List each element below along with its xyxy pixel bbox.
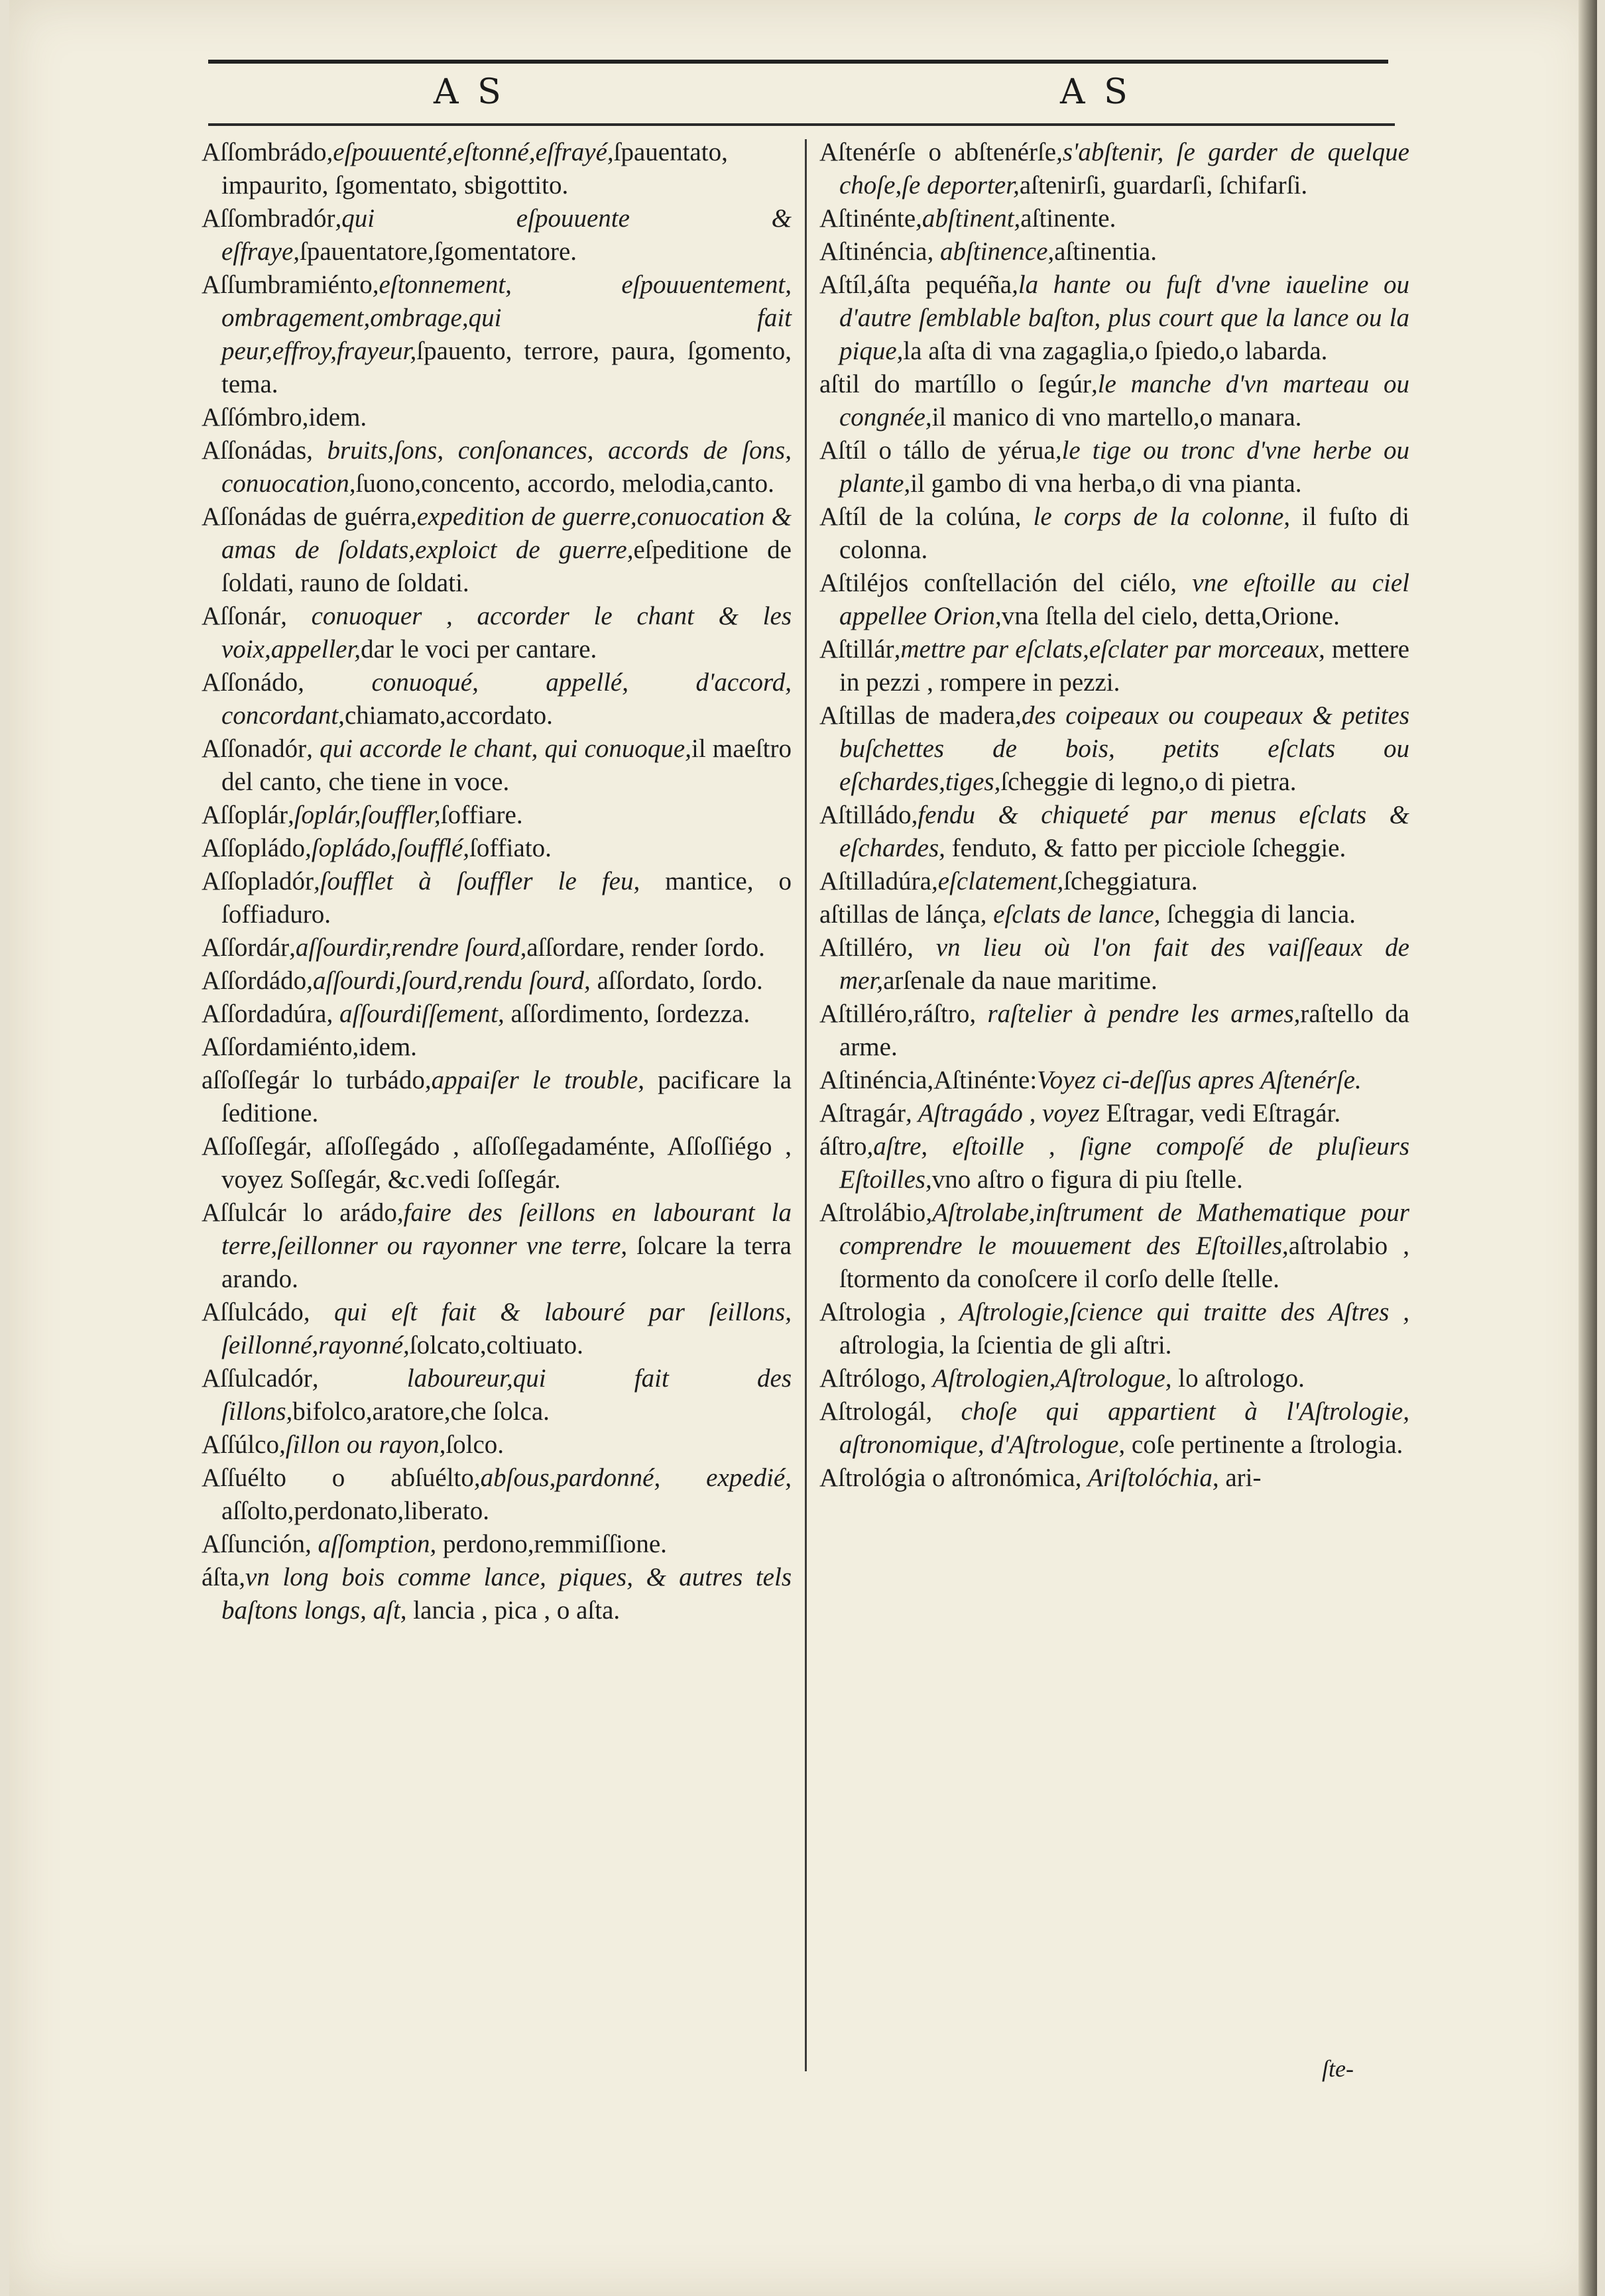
entry-french-gloss: ,vn long bois comme lance, piques, & autres tels baſtons longs, aſt, xyxy=(221,1563,792,1625)
entry-french-gloss: ,ſillon ou rayon, xyxy=(278,1430,446,1459)
entry-italian-gloss: lancia , pica , o aſta. xyxy=(406,1596,621,1625)
dictionary-entry xyxy=(819,865,1409,898)
dictionary-entry xyxy=(202,1428,792,1462)
entry-headword: Aſtilladúra xyxy=(819,867,931,895)
entry-french-gloss: , laboureur,qui fait des ſillons, xyxy=(221,1364,792,1426)
entry-italian-gloss: chiamato,accordato. xyxy=(344,701,553,730)
entry-french-gloss: , conuoqué, appellé, d'accord, concordant, xyxy=(221,668,792,730)
entry-french-gloss: ,aſſourdir,rendre ſourd, xyxy=(289,933,527,962)
dictionary-entry xyxy=(819,1296,1409,1362)
entry-italian-gloss: arſenale da naue maritime. xyxy=(883,966,1158,995)
entry-headword: Aſtilléro xyxy=(819,933,908,962)
entry-italian-gloss: ſcheggiatura. xyxy=(1063,867,1198,895)
entry-headword: Aſtillár xyxy=(819,635,894,663)
entry-italian-gloss: ſcheggie di legno,o di pietra. xyxy=(1000,768,1297,796)
book-page xyxy=(9,0,1597,2296)
entry-headword: Aſſonádas xyxy=(202,436,307,465)
dictionary-entry xyxy=(819,567,1409,633)
entry-french-gloss: ,eſpouuenté,eſtonné,eſfrayé, xyxy=(326,138,614,166)
entry-headword: Aſſoplár xyxy=(202,801,288,829)
entry-headword: Aſſumbramiénto xyxy=(202,270,373,299)
dictionary-entry xyxy=(202,1296,792,1362)
entry-italian-gloss: Eſtragar, vedi Eſtragár. xyxy=(1099,1099,1341,1127)
dictionary-entry xyxy=(819,136,1409,202)
entry-headword: áſtro xyxy=(819,1132,867,1161)
dictionary-entry xyxy=(202,268,792,401)
dictionary-entry xyxy=(819,500,1409,567)
entry-italian-gloss: il fuſto di colonna. xyxy=(839,502,1409,564)
entry-french-gloss: ,ſopládo,ſoufflé, xyxy=(304,834,470,862)
entry-french-gloss: , bruits,ſons, conſonances, accords de ſons, conuocation, xyxy=(221,436,792,498)
entry-french-gloss: ,le manche d'vn marteau ou congnée, xyxy=(839,370,1409,431)
dictionary-entry xyxy=(202,1528,792,1561)
entry-italian-gloss: ari- xyxy=(1219,1464,1262,1492)
entry-italian-gloss: raſtello da arme. xyxy=(839,1000,1409,1061)
entry-french-gloss: , conuoquer , accorder le chant & les voix,appeller, xyxy=(221,602,792,663)
entry-headword: Aſtinénte xyxy=(819,204,916,233)
entry-headword: aſtil do martíllo o ſegúr xyxy=(819,370,1091,398)
entry-french-gloss: ,Aſtrolabe,inſtrument de Mathematique pour comprendre le mouuement des Eſtoilles, xyxy=(839,1198,1409,1260)
dictionary-entry xyxy=(202,1031,792,1064)
entry-headword: Aſſordadúra xyxy=(202,1000,327,1028)
entry-headword: Aſſordár xyxy=(202,933,290,962)
entry-italian-gloss: ,idem. xyxy=(302,403,367,431)
entry-italian-gloss: ſolcare la terra arando. xyxy=(221,1232,792,1293)
entry-italian-gloss: il maeſtro del canto, che tiene in voce. xyxy=(221,734,792,796)
entry-french-gloss: ,des coipeaux ou coupeaux & petites buſchettes de bois, petits eſclats ou eſchardes,tiges, xyxy=(839,701,1409,796)
entry-french-gloss: , eſclats de lance, xyxy=(980,900,1161,929)
entry-french-gloss: , Aſtragádo , voyez xyxy=(905,1099,1100,1127)
dictionary-entry xyxy=(202,1462,792,1528)
entry-french-gloss: ,eſclatement, xyxy=(931,867,1064,895)
dictionary-entry xyxy=(202,1561,792,1627)
dictionary-entry xyxy=(819,202,1409,235)
entry-french-gloss: ,le tige ou tronc d'vne herbe ou plante, xyxy=(839,436,1409,498)
dictionary-entry xyxy=(202,401,792,434)
entry-italian-gloss: dar le voci per cantare. xyxy=(361,635,597,663)
dictionary-entry xyxy=(202,1362,792,1428)
entry-french-gloss: , abſtinence, xyxy=(927,237,1055,266)
entry-headword: Aſtiléjos conſtellación del ciélo xyxy=(819,569,1171,597)
dictionary-entry xyxy=(202,931,792,964)
entry-headword: Aſtrologia xyxy=(819,1298,926,1326)
dictionary-entry xyxy=(202,799,792,832)
top-rule xyxy=(208,60,1388,64)
entry-italian-gloss: aſtinentia. xyxy=(1054,237,1157,266)
entry-headword: Aſtíl de la colúna xyxy=(819,502,1015,531)
entry-italian-gloss: aſſordimento, ſordezza. xyxy=(504,1000,750,1028)
entry-italian-gloss: ſcheggia di lancia. xyxy=(1160,900,1356,929)
entry-french-gloss: , vn lieu où l'on fait des vaiſſeaux de mer, xyxy=(839,933,1409,995)
entry-french-gloss: ,abſous,pardonné, expedié, xyxy=(473,1464,792,1492)
entry-french-gloss: ,fendu & chiqueté par menus eſclats & eſchardes, xyxy=(839,801,1409,862)
entry-french-gloss: ,mettre par eſclats,eſclater par morceaux, xyxy=(894,635,1325,663)
entry-italian-gloss: ſpauentatore,ſgomentatore. xyxy=(300,237,577,266)
dictionary-entry xyxy=(819,799,1409,865)
entry-headword: Aſſonádas de guérra xyxy=(202,502,410,531)
entry-french-gloss: , qui eſt fait & labouré par ſeillons, ſeillonné,rayonné, xyxy=(221,1298,792,1359)
dictionary-entry xyxy=(819,998,1409,1064)
entry-french-gloss: , Ariſtolóchia, xyxy=(1075,1464,1219,1492)
dictionary-entry xyxy=(819,699,1409,799)
entry-french-gloss: , vne eſtoille au ciel appellee Orion, xyxy=(839,569,1409,630)
entry-headword: Aſtrolábio xyxy=(819,1198,926,1227)
entry-italian-gloss: aſſolto,perdonato,liberato. xyxy=(221,1497,489,1525)
dictionary-entry xyxy=(819,434,1409,500)
dictionary-entry xyxy=(819,368,1409,434)
entry-italian-gloss: , aſſoſſegádo , aſſoſſegadaménte, Aſſoſſiégo , voyez Soſſegár, &c.vedi ſoſſegár. xyxy=(221,1132,792,1194)
dictionary-entry xyxy=(202,600,792,666)
dictionary-entry xyxy=(202,998,792,1031)
dictionary-entry xyxy=(202,832,792,865)
dictionary-entry xyxy=(202,500,792,600)
entry-headword: Aſtrologál xyxy=(819,1397,926,1426)
entry-french-gloss: , Aſtrologien,Aſtrologue, xyxy=(920,1364,1172,1393)
entry-italian-gloss: coſe pertinente a ſtrologia. xyxy=(1125,1430,1403,1459)
entry-french-gloss: ,la hante ou fuſt d'vne iaueline ou d'autre ſemblable baſton, plus court que la lance ou la pique, xyxy=(839,270,1409,365)
column-divider xyxy=(805,139,807,2071)
entry-italian-gloss: ſolcato,coltiuato. xyxy=(409,1331,583,1359)
entry-french-gloss: ,aſſourdi,ſourd,rendu ſourd, xyxy=(306,966,591,995)
dictionary-entry xyxy=(202,136,792,202)
entry-headword: Aſſulcadór xyxy=(202,1364,312,1393)
entry-french-gloss: ,faire des ſeillons en labourant la terre,ſeillonner ou rayonner vne terre, xyxy=(221,1198,792,1260)
header-rule xyxy=(208,123,1395,126)
entry-italian-gloss: eſpeditione de ſoldati, rauno de ſoldati. xyxy=(221,536,792,597)
dictionary-entry xyxy=(202,964,792,998)
dictionary-entry xyxy=(819,1362,1409,1395)
entry-italian-gloss: vno aſtro o figura di piu ſtelle. xyxy=(931,1165,1243,1194)
entry-italian-gloss: perdono,remmiſſione. xyxy=(436,1530,667,1558)
entry-italian-gloss: aſſordato, ſordo. xyxy=(590,966,763,995)
entry-headword: aſtillas de lánça xyxy=(819,900,981,929)
entry-french-gloss: , qui accorde le chant, qui conuoque, xyxy=(306,734,691,763)
entry-headword: Aſſoſſegár xyxy=(202,1132,306,1161)
dictionary-entry xyxy=(202,434,792,500)
entry-headword: Aſſopládo xyxy=(202,834,305,862)
entry-french-gloss: , choſe qui appartient à l'Aſtrologie, aſtronomique, d'Aſtrologue, xyxy=(839,1397,1409,1459)
dictionary-entry xyxy=(819,235,1409,268)
dictionary-entry xyxy=(819,1462,1409,1495)
entry-headword: áſta xyxy=(202,1563,239,1591)
entry-headword: aſſoſſegár lo turbádo xyxy=(202,1066,425,1094)
entry-italian-gloss: bifolco,aratore,che ſolca. xyxy=(292,1397,550,1426)
entry-headword: Aſſopladór xyxy=(202,867,314,895)
dictionary-entry xyxy=(819,1130,1409,1196)
left-column xyxy=(202,136,792,1627)
entry-french-gloss: ,appaiſer le trouble, xyxy=(424,1066,645,1094)
entry-headword: Aſtrólogo xyxy=(819,1364,920,1393)
entry-headword: Aſſonadór xyxy=(202,734,307,763)
entry-italian-gloss: ſoffiare. xyxy=(440,801,523,829)
entry-french-gloss: ,aſtre, eſtoille , ſigne compoſé de pluſieurs Eſtoilles, xyxy=(839,1132,1409,1194)
dictionary-entry xyxy=(202,1064,792,1130)
entry-italian-gloss: aſtenirſi, guardarſi, ſchifarſi. xyxy=(1019,171,1308,200)
entry-headword: Aſtinéncia xyxy=(819,237,927,266)
book-spine-shadow xyxy=(1578,0,1597,2296)
entry-headword: Aſſuélto o abſuélto xyxy=(202,1464,474,1492)
entry-headword: Aſtíl,áſta pequéña xyxy=(819,270,1012,299)
dictionary-entry xyxy=(819,898,1409,931)
entry-headword: Aſſómbro xyxy=(202,403,302,431)
running-head-left: A S xyxy=(434,72,505,112)
entry-french-gloss: , aſſourdiſſement, xyxy=(326,1000,505,1028)
entry-italian-gloss: ſuono,concento, accordo, melodia,canto. xyxy=(355,469,774,498)
entry-headword: Aſtragár xyxy=(819,1099,906,1127)
entry-headword: Aſtillas de madera xyxy=(819,701,1016,730)
entry-headword: Aſſombradór xyxy=(202,204,335,233)
entry-headword: Aſtíl o tállo de yérua xyxy=(819,436,1055,465)
entry-headword: Aſſonádo xyxy=(202,668,298,697)
entry-italian-gloss: mantice, o ſoffiaduro. xyxy=(221,867,792,929)
dictionary-entry xyxy=(819,1395,1409,1462)
entry-french-gloss: ,ſoufflet à ſouffler le feu, xyxy=(313,867,640,895)
entry-headword: Aſſúlco xyxy=(202,1430,279,1459)
catchword: ſte- xyxy=(1322,2055,1354,2082)
entry-french-gloss: ,qui eſpouuente & eſfraye, xyxy=(221,204,792,266)
entry-french-gloss: ,s'abſtenir, ſe garder de quelque choſe,ſe deporter, xyxy=(839,138,1409,200)
entry-headword: Aſſordamiénto xyxy=(202,1033,353,1061)
entry-italian-gloss: vna ſtella del cielo, detta,Orione. xyxy=(1001,602,1340,630)
entry-headword: Aſtenérſe o abſtenérſe xyxy=(819,138,1057,166)
dictionary-entry xyxy=(202,865,792,931)
entry-italian-gloss: la aſta di vna zagaglia,o ſpiedo,o labarda. xyxy=(903,337,1328,365)
dictionary-entry xyxy=(819,1097,1409,1130)
entry-french-gloss: Voyez ci-deſſus apres Aſtenérſe. xyxy=(1037,1066,1362,1094)
entry-italian-gloss: il gambo di vna herba,o di vna pianta. xyxy=(910,469,1302,498)
entry-italian-gloss: ſpauento, terrore, paura, ſgomento, tema. xyxy=(221,337,792,398)
dictionary-entry xyxy=(202,202,792,268)
entry-headword: Aſſordádo xyxy=(202,966,307,995)
entry-french-gloss: ,expedition de guerre,conuocation & amas de ſoldats,exploict de guerre, xyxy=(221,502,792,564)
entry-italian-gloss: aſtrolabio , ſtormento da conoſcere il corſo delle ſtelle. xyxy=(839,1232,1410,1293)
entry-french-gloss: ,ſoplár,ſouffler, xyxy=(287,801,441,829)
entry-italian-gloss: pacificare la ſeditione. xyxy=(221,1066,792,1127)
dictionary-entry xyxy=(819,931,1409,998)
entry-italian-gloss: lo aſtrologo. xyxy=(1171,1364,1305,1393)
entry-french-gloss: ,eſtonnement, eſpouuentement, ombragement,ombrage,qui fait peur,effroy,frayeur, xyxy=(221,270,792,365)
entry-italian-gloss: fenduto, & fatto per picciole ſcheggie. xyxy=(945,834,1346,862)
entry-headword: Aſſonár xyxy=(202,602,281,630)
dictionary-entry xyxy=(202,1130,792,1196)
dictionary-entry xyxy=(819,268,1409,368)
entry-italian-gloss: ſolco. xyxy=(446,1430,505,1459)
entry-french-gloss: ,abſtinent, xyxy=(916,204,1021,233)
dictionary-entry xyxy=(819,633,1409,699)
running-head-right: A S xyxy=(1060,72,1132,112)
dictionary-entry xyxy=(819,1196,1409,1296)
entry-french-gloss: , aſſomption, xyxy=(304,1530,437,1558)
entry-italian-gloss: ſoffiato. xyxy=(469,834,552,862)
entry-italian-gloss: aſſordare, render ſordo. xyxy=(526,933,765,962)
entry-headword: Aſtinéncia,Aſtinénte: xyxy=(819,1066,1038,1094)
entry-headword: Aſſulcádo xyxy=(202,1298,304,1326)
entry-headword: Aſtrológia o aſtronómica xyxy=(819,1464,1075,1492)
dictionary-entry xyxy=(202,732,792,799)
entry-headword: Aſtilládo xyxy=(819,801,912,829)
entry-italian-gloss: mettere in pezzi , rompere in pezzi. xyxy=(839,635,1409,697)
dictionary-entry xyxy=(202,1196,792,1296)
entry-italian-gloss: aſtinente. xyxy=(1020,204,1116,233)
dictionary-entry xyxy=(202,666,792,732)
entry-french-gloss: , Aſtrologie,ſcience qui traitte des Aſtres , xyxy=(925,1298,1409,1326)
right-column xyxy=(819,136,1409,1495)
entry-italian-gloss: ,idem. xyxy=(352,1033,417,1061)
entry-french-gloss: , raſtelier à pendre les armes, xyxy=(969,1000,1301,1028)
entry-french-gloss: , le corps de la colonne, xyxy=(1014,502,1291,531)
entry-headword: Aſtilléro,ráſtro xyxy=(819,1000,970,1028)
entry-italian-gloss: aſtrologia, la ſcientia de gli aſtri. xyxy=(839,1331,1172,1359)
entry-italian-gloss: ſpauentato, impaurito, ſgomentato, sbigottito. xyxy=(221,138,728,200)
entry-headword: Aſſulcár lo arádo xyxy=(202,1198,397,1227)
entry-headword: Aſſunción xyxy=(202,1530,305,1558)
dictionary-entry xyxy=(819,1064,1409,1097)
entry-headword: Aſſombrádo xyxy=(202,138,327,166)
entry-italian-gloss: il manico di vno martello,o manara. xyxy=(931,403,1302,431)
